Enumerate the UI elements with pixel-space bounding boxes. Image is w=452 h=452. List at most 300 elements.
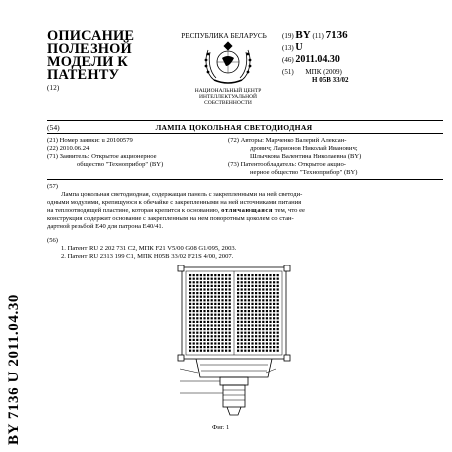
led-dot (221, 317, 223, 319)
led-dot (229, 303, 231, 305)
figure-caption: Фиг. 1 (212, 424, 230, 431)
led-dot (273, 281, 275, 283)
country-code: BY (295, 29, 311, 41)
led-dot (221, 342, 223, 344)
led-dot (196, 317, 198, 319)
led-dot (200, 306, 202, 308)
led-dot (273, 332, 275, 334)
led-dot (248, 281, 250, 283)
led-dot (259, 296, 261, 298)
led-dot (203, 314, 205, 316)
led-dot (207, 321, 209, 323)
led-dot (244, 314, 246, 316)
doc-type-code: (12) (47, 84, 60, 92)
led-dot (251, 350, 253, 352)
led-dot (207, 306, 209, 308)
leader-line (266, 369, 276, 373)
led-dot (225, 332, 227, 334)
biblio-line: (73) Патентообладатель: Открытое акцио- (228, 161, 346, 168)
led-dot (251, 339, 253, 341)
led-dot (237, 328, 239, 330)
led-dot (225, 296, 227, 298)
led-dot (269, 350, 271, 352)
title-text: ЛАМПА ЦОКОЛЬНАЯ СВЕТОДИОДНАЯ (155, 123, 313, 132)
led-dot (241, 332, 243, 334)
led-dot (269, 285, 271, 287)
led-dot (189, 314, 191, 316)
led-dot (225, 310, 227, 312)
led-dot (237, 274, 239, 276)
led-dot (248, 314, 250, 316)
led-dot (229, 346, 231, 348)
led-dot (196, 292, 198, 294)
led-dot (241, 321, 243, 323)
led-dot (189, 332, 191, 334)
led-dot (262, 324, 264, 326)
led-dot (237, 285, 239, 287)
led-dot (196, 339, 198, 341)
led-dot (269, 306, 271, 308)
led-dot (196, 299, 198, 301)
led-dot (200, 288, 202, 290)
led-dot (277, 292, 279, 294)
led-dot (218, 310, 220, 312)
led-dot (189, 350, 191, 352)
led-dot (277, 328, 279, 330)
led-dot (251, 285, 253, 287)
led-dot (255, 274, 257, 276)
led-dot (193, 324, 195, 326)
led-dot (244, 350, 246, 352)
led-dot (262, 342, 264, 344)
led-dot (266, 346, 268, 348)
led-dot (229, 288, 231, 290)
led-dot (262, 346, 264, 348)
led-dot (269, 317, 271, 319)
led-dot (193, 299, 195, 301)
kind-code: U (295, 42, 303, 53)
led-dot (207, 296, 209, 298)
led-dot (218, 288, 220, 290)
led-dot (229, 321, 231, 323)
led-dot (255, 296, 257, 298)
led-dot (241, 274, 243, 276)
biblio-line: Шлычкова Валентина Николаевна (BY) (250, 153, 362, 160)
led-dot (218, 350, 220, 352)
led-dot (218, 306, 220, 308)
led-dot (269, 274, 271, 276)
led-dot (277, 317, 279, 319)
led-dot (277, 314, 279, 316)
led-dot (218, 321, 220, 323)
led-dot (189, 328, 191, 330)
led-dot (266, 321, 268, 323)
led-dot (251, 303, 253, 305)
led-dot (237, 296, 239, 298)
housing (196, 359, 272, 377)
led-dot (255, 285, 257, 287)
biblio-line: (72) Авторы: Марченко Валерий Алексан- (228, 137, 347, 144)
led-dot (273, 314, 275, 316)
led-dot (207, 324, 209, 326)
led-dot (218, 346, 220, 348)
led-dot (237, 332, 239, 334)
led-dot (200, 328, 202, 330)
led-dot (193, 292, 195, 294)
led-dot (203, 285, 205, 287)
led-dot (262, 299, 264, 301)
led-dot (266, 324, 268, 326)
led-dot (189, 299, 191, 301)
led-dot (193, 332, 195, 334)
led-dot (259, 314, 261, 316)
led-dot (229, 314, 231, 316)
led-dot (193, 350, 195, 352)
corner-tab (178, 355, 184, 361)
led-dot (255, 292, 257, 294)
led-dot (262, 278, 264, 280)
led-dot (207, 332, 209, 334)
led-dot (218, 317, 220, 319)
led-dot (259, 321, 261, 323)
led-dot (248, 317, 250, 319)
led-dot (244, 342, 246, 344)
led-dot (273, 292, 275, 294)
led-dot (196, 328, 198, 330)
led-dot (248, 346, 250, 348)
led-dot (255, 314, 257, 316)
led-dot (255, 342, 257, 344)
led-dot (255, 332, 257, 334)
led-dot (229, 350, 231, 352)
biblio-line: нерное общество "Техноприбор" (BY) (250, 169, 358, 176)
led-dot (221, 288, 223, 290)
centre-line: НАЦИОНАЛЬНЫЙ ЦЕНТР (194, 88, 262, 94)
led-dot (211, 342, 213, 344)
led-dot (248, 324, 250, 326)
led-dot (193, 321, 195, 323)
led-dot (248, 274, 250, 276)
led-dot (221, 346, 223, 348)
led-dot (259, 350, 261, 352)
corner-tab (178, 265, 184, 271)
led-dot (221, 274, 223, 276)
led-dot (189, 339, 191, 341)
led-dot (262, 274, 264, 276)
led-dot (203, 350, 205, 352)
led-dot (244, 317, 246, 319)
led-dot (241, 350, 243, 352)
led-dot (189, 335, 191, 337)
led-dot (244, 335, 246, 337)
led-dot (273, 328, 275, 330)
led-dot (262, 350, 264, 352)
led-dot (248, 328, 250, 330)
led-dot (248, 285, 250, 287)
led-dot (203, 328, 205, 330)
led-dot (218, 332, 220, 334)
led-dot (225, 278, 227, 280)
led-dot (255, 310, 257, 312)
led-dot (211, 335, 213, 337)
base (220, 377, 248, 385)
led-dot (244, 328, 246, 330)
led-dot (200, 285, 202, 287)
led-dot (241, 296, 243, 298)
led-dot (229, 317, 231, 319)
led-dot (229, 324, 231, 326)
led-dot (196, 342, 198, 344)
side-identifier: BY 7136 U 2011.04.30 (6, 293, 22, 445)
led-dot (196, 306, 198, 308)
led-dot (237, 324, 239, 326)
led-dot (193, 285, 195, 287)
led-dot (241, 306, 243, 308)
led-dot (266, 350, 268, 352)
led-dot (277, 324, 279, 326)
led-dot (237, 317, 239, 319)
led-dot (196, 278, 198, 280)
led-dot (259, 317, 261, 319)
led-dot (237, 278, 239, 280)
led-dot (262, 306, 264, 308)
led-dot (266, 299, 268, 301)
inid-code: (57) (47, 183, 58, 190)
led-dot (259, 332, 261, 334)
led-dot (266, 332, 268, 334)
led-dot (266, 314, 268, 316)
biblio-right (228, 137, 443, 177)
centre-line: ИНТЕЛЛЕКТУАЛЬНОЙ (198, 94, 258, 100)
led-dot (200, 342, 202, 344)
led-dot (255, 350, 257, 352)
led-dot (248, 342, 250, 344)
led-dot (244, 288, 246, 290)
led-dot (189, 306, 191, 308)
led-dot (262, 310, 264, 312)
led-dot (189, 346, 191, 348)
inid-code: (51) (282, 68, 294, 76)
led-dot (259, 310, 261, 312)
led-dot (259, 292, 261, 294)
led-dot (251, 314, 253, 316)
title-line: ПОЛЕЗНОЙ (47, 41, 132, 57)
led-dot (211, 274, 213, 276)
led-dot (200, 299, 202, 301)
inid-code: (56) (47, 237, 58, 244)
led-dot (273, 346, 275, 348)
led-dot (248, 306, 250, 308)
led-dot (214, 281, 216, 283)
led-dot (255, 303, 257, 305)
led-dot (237, 288, 239, 290)
led-dot (211, 310, 213, 312)
led-dot (200, 292, 202, 294)
led-dot (259, 288, 261, 290)
led-dot (196, 321, 198, 323)
led-dot (244, 332, 246, 334)
led-dot (214, 274, 216, 276)
led-dot (211, 328, 213, 330)
led-dot (266, 288, 268, 290)
led-dot (262, 288, 264, 290)
utility-model-title (47, 123, 443, 132)
led-dot (237, 314, 239, 316)
led-dot (214, 339, 216, 341)
led-dot (244, 321, 246, 323)
led-dot (251, 335, 253, 337)
led-dot (225, 299, 227, 301)
led-dot (255, 335, 257, 337)
led-dot (225, 303, 227, 305)
country-name: РЕСПУБЛИКА БЕЛАРУСЬ (181, 32, 267, 40)
led-dot (196, 288, 198, 290)
led-dot (277, 288, 279, 290)
led-dot (221, 296, 223, 298)
led-dot (259, 303, 261, 305)
led-dot (196, 310, 198, 312)
led-dot (207, 285, 209, 287)
led-dot (277, 339, 279, 341)
led-dot (241, 335, 243, 337)
led-dot (221, 335, 223, 337)
led-dot (196, 285, 198, 287)
led-dot (221, 350, 223, 352)
led-dot (203, 281, 205, 283)
led-dot (255, 321, 257, 323)
led-dot (229, 328, 231, 330)
led-dot (225, 314, 227, 316)
led-dot (221, 292, 223, 294)
led-dot (193, 278, 195, 280)
led-dot (244, 303, 246, 305)
led-dot (203, 299, 205, 301)
led-dot (214, 292, 216, 294)
led-dot (218, 285, 220, 287)
led-dot (262, 303, 264, 305)
led-dot (251, 328, 253, 330)
led-dot (248, 292, 250, 294)
led-dot (259, 342, 261, 344)
led-dot (196, 346, 198, 348)
led-dot (189, 292, 191, 294)
patent-number: 7136 (325, 29, 348, 41)
led-dot (251, 292, 253, 294)
led-dot (196, 332, 198, 334)
led-dot (207, 346, 209, 348)
led-dot (269, 332, 271, 334)
led-dot (269, 321, 271, 323)
title-line: ОПИСАНИЕ (47, 28, 135, 44)
led-dot (255, 288, 257, 290)
led-dot (273, 274, 275, 276)
led-dot (248, 335, 250, 337)
inid-code: (11) (312, 32, 324, 40)
led-dot (241, 278, 243, 280)
led-dot (266, 296, 268, 298)
led-dot (255, 328, 257, 330)
led-dot (229, 292, 231, 294)
led-dot (273, 350, 275, 352)
led-dot (266, 339, 268, 341)
led-dot (273, 342, 275, 344)
reference-item: 1. Патент RU 2 202 731 C2, МПК F21 V5/00 G08 G1/095, 2003. (61, 245, 237, 252)
led-dot (277, 306, 279, 308)
led-dot (211, 350, 213, 352)
led-dot (218, 281, 220, 283)
biblio-line: (71) Заявитель: Открытое акционерное (47, 153, 157, 160)
led-dot (259, 346, 261, 348)
led-dot (259, 339, 261, 341)
led-dot (251, 321, 253, 323)
led-dot (211, 346, 213, 348)
led-dot (229, 342, 231, 344)
led-dot (218, 328, 220, 330)
led-dot (244, 296, 246, 298)
led-dot (241, 346, 243, 348)
led-dot (211, 324, 213, 326)
ipc-label: МПК (2009) (305, 68, 342, 76)
led-dot (211, 339, 213, 341)
led-dot (196, 350, 198, 352)
led-dot (218, 299, 220, 301)
led-dot (255, 306, 257, 308)
led-dot (211, 314, 213, 316)
led-dot (237, 306, 239, 308)
led-dot (211, 332, 213, 334)
led-dot (214, 324, 216, 326)
led-dot (244, 292, 246, 294)
led-dot (262, 321, 264, 323)
biblio-left (47, 137, 223, 169)
led-dot (241, 314, 243, 316)
led-dot (277, 350, 279, 352)
led-dot (189, 281, 191, 283)
led-dot (259, 278, 261, 280)
led-dot (255, 339, 257, 341)
led-dot (241, 342, 243, 344)
led-dot (237, 321, 239, 323)
led-dot (221, 328, 223, 330)
led-dot (262, 285, 264, 287)
led-dot (200, 332, 202, 334)
led-dot (273, 339, 275, 341)
led-dot (262, 292, 264, 294)
publication-info (282, 30, 442, 84)
title-line: МОДЕЛИ К (47, 54, 128, 70)
led-dot (203, 306, 205, 308)
led-dot (259, 324, 261, 326)
biblio-line: (21) Номер заявки: u 20100579 (47, 137, 133, 144)
biblio-line: дрович; Ларионов Николай Иванович; (250, 145, 358, 152)
led-dot (203, 288, 205, 290)
led-dot (193, 328, 195, 330)
led-dot (269, 324, 271, 326)
led-dot (189, 317, 191, 319)
led-dot (203, 274, 205, 276)
led-dot (269, 288, 271, 290)
led-dot (266, 292, 268, 294)
led-dot (225, 324, 227, 326)
led-dot (203, 310, 205, 312)
led-dot (225, 285, 227, 287)
centre-line: СОБСТВЕННОСТИ (204, 100, 252, 106)
led-dot (244, 299, 246, 301)
led-dot (214, 332, 216, 334)
led-dot (207, 328, 209, 330)
led-dot (193, 339, 195, 341)
led-dot (207, 288, 209, 290)
